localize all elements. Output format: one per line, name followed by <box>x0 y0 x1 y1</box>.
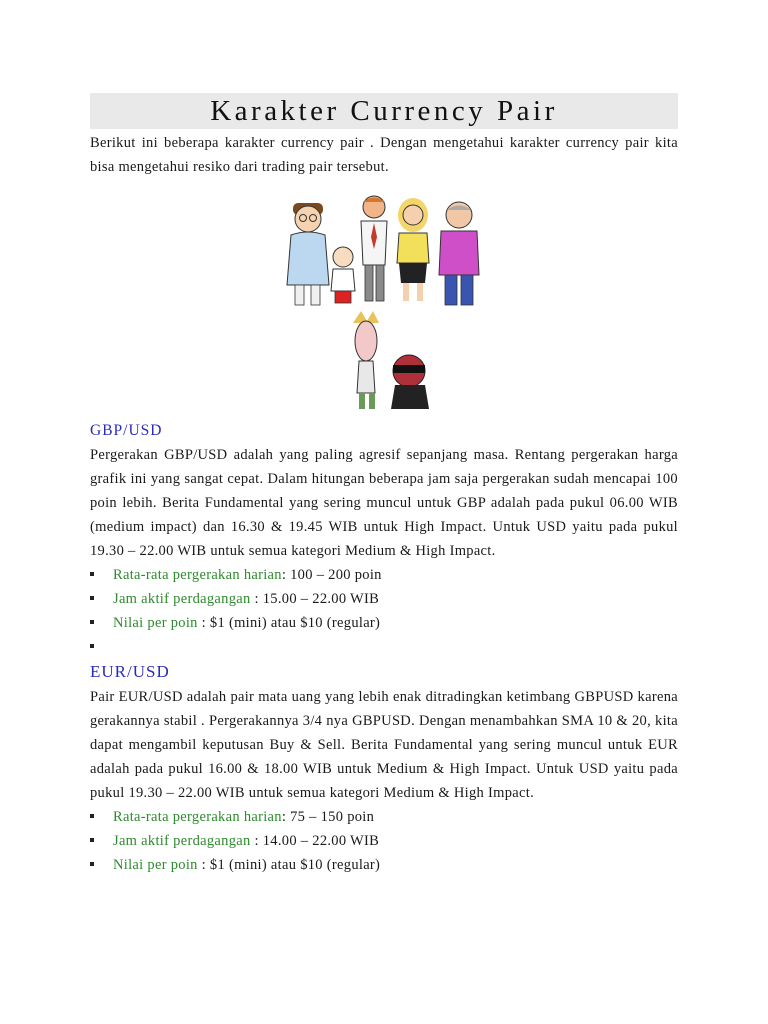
section-heading-eurusd: EUR/USD <box>90 662 170 681</box>
page-title: Karakter Currency Pair <box>90 93 678 129</box>
bullet-icon <box>90 644 94 648</box>
figure-old-man <box>439 202 479 305</box>
bullet-value: : 75 – 150 poin <box>281 809 375 825</box>
section-heading-gbpusd: GBP/USD <box>90 422 163 439</box>
family-illustration <box>279 193 489 413</box>
bullet-icon <box>90 814 94 818</box>
bullet-value: : 100 – 200 poin <box>281 567 382 583</box>
bullet-label: Nilai per poin <box>113 857 198 873</box>
list-item <box>90 805 678 829</box>
bullet-icon <box>90 572 94 576</box>
section-body-gbpusd: Pergerakan GBP/USD adalah yang paling agresif sepanjang masa. Rentang pergerakan harga grafik ini yang sangat cepat. Dalam hitungan beberapa jam saja pergerakan sudah mencapai 100 poin lebih. Berita Fundamental yang sering muncul untuk GBP adalah pada pukul 06.00 WIB (medium impact) dan 16.30 & 19.45 WIB untuk High Impact. Untuk USD yaitu pada pukul 19.30 – 22.00 WIB untuk semua kategori Medium & High Impact. <box>90 447 678 559</box>
bullet-icon <box>90 596 94 600</box>
bullet-label: Rata-rata pergerakan harian <box>113 567 282 583</box>
bullet-list-eurusd <box>90 805 678 877</box>
figure-masked <box>391 355 429 409</box>
figure-woman <box>397 198 429 301</box>
intro-paragraph: Berikut ini beberapa karakter currency pair . Dengan mengetahui karakter currency pair kita bisa mengetahui resiko dari trading pair tersebut. <box>90 135 678 175</box>
list-item-empty <box>90 635 678 659</box>
bullet-value: : $1 (mini) atau $10 (regular) <box>197 615 381 631</box>
list-item <box>90 563 678 587</box>
bullet-label: Nilai per poin <box>113 615 198 631</box>
bullet-label: Jam aktif perdagangan <box>113 591 251 607</box>
section-body-eurusd: Pair EUR/USD adalah pair mata uang yang lebih enak ditradingkan ketimbang GBPUSD karena gerakannya stabil . Pergerakannya 3/4 nya GBPUSD. Dengan menambahkan SMA 10 & 20, kita dapat mengambil keputusan Buy & Sell. Berita Fundamental yang sering muncul untuk EUR adalah pada pukul 16.00 & 18.00 WIB untuk Medium & High Impact. Untuk USD yaitu pada pukul 19.30 – 22.00 WIB untuk semua kategori Medium & High Impact. <box>90 689 678 801</box>
list-item <box>90 587 678 611</box>
figure-child <box>331 247 355 303</box>
bullet-icon <box>90 838 94 842</box>
bullet-value: : 15.00 – 22.00 WIB <box>250 591 380 607</box>
bullet-value: : $1 (mini) atau $10 (regular) <box>197 857 381 873</box>
figure-thin-man <box>353 311 379 409</box>
document-page <box>90 93 678 877</box>
bullet-icon <box>90 862 94 866</box>
bullet-label: Jam aktif perdagangan <box>113 833 251 849</box>
bullet-value: : 14.00 – 22.00 WIB <box>250 833 380 849</box>
bullet-label: Rata-rata pergerakan harian <box>113 809 282 825</box>
list-item <box>90 611 678 635</box>
bullet-list-gbpusd <box>90 563 678 659</box>
bullet-icon <box>90 620 94 624</box>
list-item <box>90 853 678 877</box>
figure-man-tie <box>361 196 387 301</box>
list-item <box>90 829 678 853</box>
figure-man-blue <box>287 203 329 305</box>
